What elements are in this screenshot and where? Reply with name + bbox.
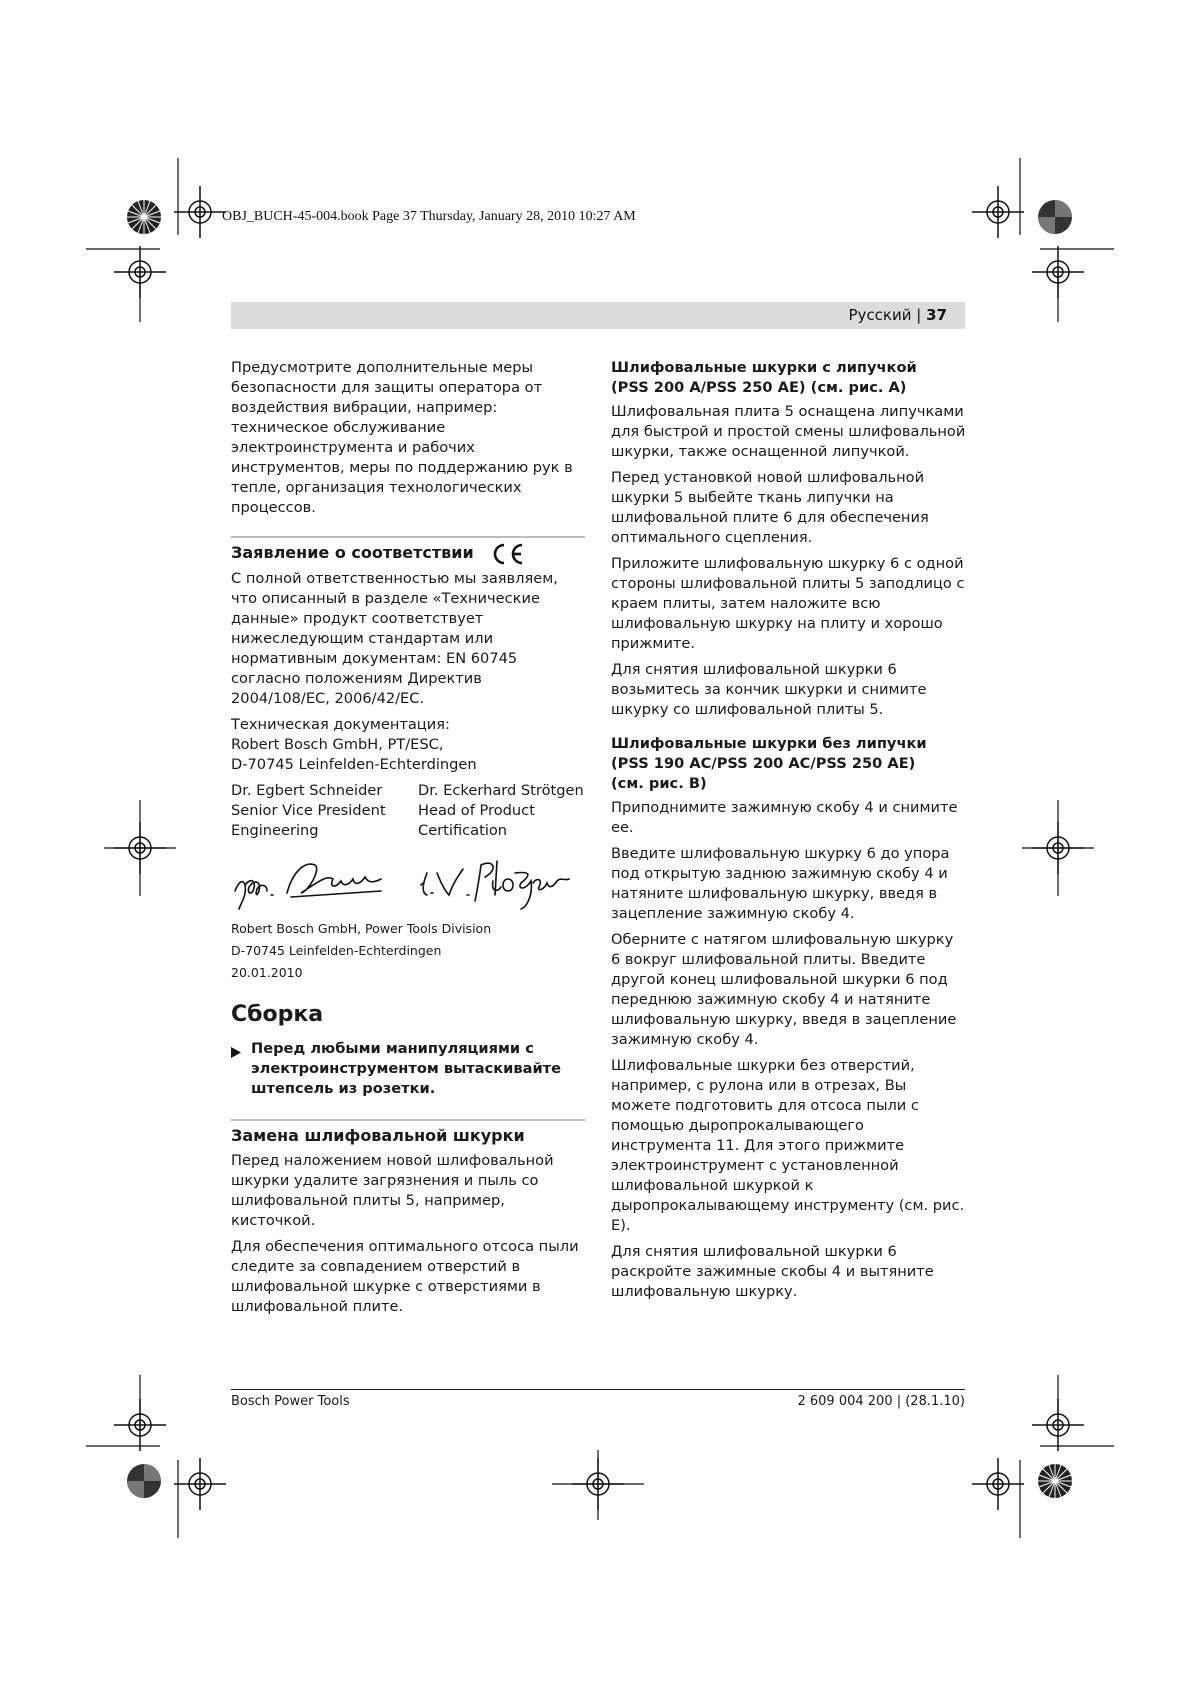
signatory-1-name: Dr. Egbert Schneider xyxy=(231,781,383,799)
velcro-paragraph-2: Перед установкой новой шлифовальной шкурки 5 выбейте ткань липучки на шлифовальной плите 6 для обеспечения оптимального сцепления. xyxy=(611,469,929,546)
page-header xyxy=(231,302,965,329)
signatory-1 xyxy=(231,781,398,841)
right-column xyxy=(611,358,966,1308)
velcro-heading-line2: (PSS 200 A/PSS 250 AE) (см. рис. A) xyxy=(611,379,907,396)
conformity-heading: Заявление о соответствии xyxy=(231,543,474,562)
signatory-1-title1: Senior Vice President xyxy=(231,801,386,819)
print-slug: OBJ_BUCH-45-004.book Page 37 Thursday, January 28, 2010 10:27 AM xyxy=(222,209,636,224)
header-separator: | xyxy=(916,306,922,324)
header-language: Русский xyxy=(848,306,912,324)
novelcro-paragraph-2: Введите шлифовальную шкурку 6 до упора под открытую заднюю зажимную скобу 4 и натяните шлифовальную шкурку, введя в зацепление зажимную скобу 4. xyxy=(611,845,950,922)
company-line1: Robert Bosch GmbH, Power Tools Division xyxy=(231,920,492,936)
signatory-1-title2: Engineering xyxy=(231,821,319,839)
velcro-heading-line1: Шлифовальные шкурки с липучкой xyxy=(611,359,917,376)
footer-brand: Bosch Power Tools xyxy=(231,1394,350,1409)
tech-doc-company: Robert Bosch GmbH, PT/ESC, xyxy=(231,735,444,753)
novelcro-heading xyxy=(611,734,966,794)
signatory-2-title1: Head of Product xyxy=(418,801,535,819)
novelcro-heading-line1: Шлифовальные шкурки без липучки xyxy=(611,735,927,752)
conformity-heading-row xyxy=(231,542,585,565)
velcro-paragraph-3: Приложите шлифовальную шкурку 6 с одной стороны шлифовальной плиты 5 заподлицо с краем плиты, затем наложите всю шлифовальную шкурку на плиту и хорошо прижмите. xyxy=(611,555,965,652)
velcro-heading xyxy=(611,358,966,398)
velcro-paragraph-1: Шлифовальная плита 5 оснащена липучками для быстрой и простой смены шлифовальной шкурки, также оснащенной липучкой. xyxy=(611,403,966,460)
novelcro-heading-line3: (см. рис. B) xyxy=(611,775,707,792)
signatory-2-title2: Certification xyxy=(418,821,508,839)
novelcro-paragraph-3: Оберните с натягом шлифовальную шкурку 6 вокруг шлифовальной плиты. Введите другой конец шлифовальной шкурки 6 под переднюю зажимную скобу 4 и натяните шлифовальную шкурку, введя в зацепление зажимную скобу 4. xyxy=(611,931,957,1048)
conformity-text: С полной ответственностью мы заявляем, что описанный в разделе «Технические данные» продукт соответствует нижеследующим стандартам или нормативным документам: EN 60745 согласно положениям Директив 2004/108/EC, 2006/42/EC. xyxy=(231,569,558,707)
safety-warning-text: Перед любыми манипуляциями с электроинструментом вытаскивайте штепсель из розетки. xyxy=(251,1039,562,1097)
bullet-triangle-icon xyxy=(231,1047,241,1058)
signatories xyxy=(231,781,585,841)
replace-heading: Замена шлифовальной шкурки xyxy=(231,1125,525,1145)
replace-paragraph-1: Перед наложением новой шлифовальной шкурки удалите загрязнения и пыль со шлифовальной плиты 5, например, кисточкой. xyxy=(231,1151,554,1229)
replace-paragraph-2: Для обеспечения оптимального отсоса пыли следите за совпадением отверстий в шлифовальной шкурке с отверстиями в шлифовальной плите. xyxy=(231,1237,579,1315)
vibration-paragraph: Предусмотрите дополнительные меры безопасности для защиты оператора от воздействия вибрации, например: техническое обслуживание электроинструмента и рабочих инструментов, меры по поддержанию рук в тепле, организация технологических процессов. xyxy=(231,359,573,516)
footer-rule xyxy=(231,1389,965,1390)
ce-mark-icon xyxy=(491,543,525,565)
signatory-2-name: Dr. Eckerhard Strötgen xyxy=(418,781,584,799)
footer-doc-number: 2 609 004 200 | (28.1.10) xyxy=(797,1394,965,1409)
assembly-heading: Сборка xyxy=(231,1001,324,1027)
novelcro-paragraph-5: Для снятия шлифовальной шкурки 6 раскройте зажимные скобы 4 и вытяните шлифовальную шкурку. xyxy=(611,1243,934,1300)
declaration-date: 20.01.2010 xyxy=(231,964,303,980)
novelcro-paragraph-4: Шлифовальные шкурки без отверстий, например, с рулона или в отрезах, Вы можете подготовить для отсоса пыли с помощью дыропрокалывающего инструмента 11. Для этого прижмите электроинструмент с установленной шлифовальной шкуркой к дыропрокалывающему инструменту (см. рис. E). xyxy=(611,1057,965,1234)
novelcro-paragraph-1: Приподнимите зажимную скобу 4 и снимите ее. xyxy=(611,799,958,836)
safety-warning xyxy=(231,1039,585,1099)
handwritten-signatures xyxy=(231,851,585,911)
left-column xyxy=(231,358,585,1323)
page-number: 37 xyxy=(926,306,947,324)
signatory-2 xyxy=(418,781,585,841)
tech-doc-address: D-70745 Leinfelden-Echterdingen xyxy=(231,755,477,773)
novelcro-heading-line2: (PSS 190 AC/PSS 200 AC/PSS 250 AE) xyxy=(611,755,916,772)
company-line2: D-70745 Leinfelden-Echterdingen xyxy=(231,942,442,958)
tech-doc-label: Техническая документация: xyxy=(231,715,450,733)
velcro-paragraph-4: Для снятия шлифовальной шкурки 6 возьмитесь за кончик шкурки и снимите шкурку со шлифовальной плиты 5. xyxy=(611,661,927,718)
